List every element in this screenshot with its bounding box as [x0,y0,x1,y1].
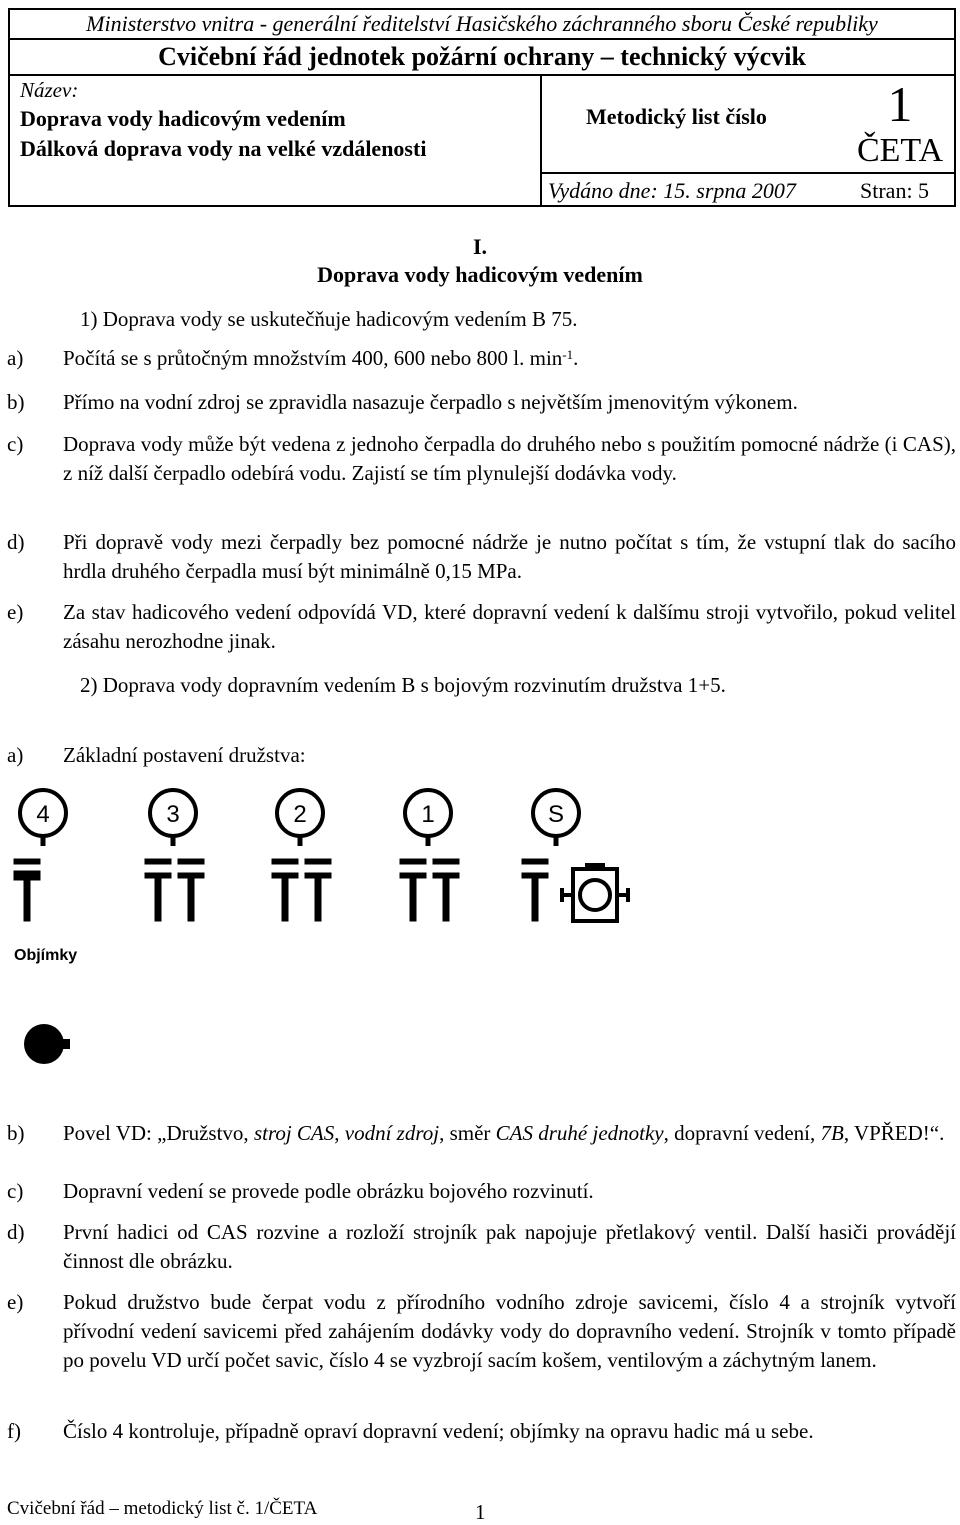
crew-marker-driver [533,790,579,846]
issue-date: Vydáno dne: 15. srpna 2007 [548,178,796,203]
svg-text:S: S [547,801,565,828]
item-text: Za stav hadicového vedení odpovídá VD, které dopravní vedení k dalšímu stroji vytvořilo, pokud velitel zásahu nerozhodne jinak. [63,600,956,653]
item-text: Pokud družstvo bude čerpat vodu z přírodního vodního zdroje savicemi, číslo 4 a strojník vytvoří přívodní vedení savicemi před zahájením dodávky vody do dopravního vedení. Strojník v tomto případě po povelu VD určí počet savic, číslo 4 se vyzbrojí sacím košem, ventilovým a záchytným lanem. [63,1290,956,1372]
item-text: Dopravní vedení se provede podle obrázku bojového rozvinutí. [63,1179,594,1203]
item-label: a) [7,743,24,767]
item-text: První hadici od CAS rozvine a rozloží strojník pak napojuje přetlakový ventil. Další hasiči provádějí činnost dle obrázku. [63,1220,956,1273]
item-label: c) [7,432,24,456]
name-line-1: Doprava vody hadicovým vedením [20,106,346,131]
pump-icon [562,865,628,921]
item-text: Počítá se s průtočným množstvím 400, 600 nebo 800 l. $\min^{-1}$. [63,346,579,370]
item-label: a) [7,346,24,370]
item-label: f) [7,1419,21,1443]
crew-marker-3 [150,790,196,846]
section-title: Doprava vody hadicovým vedením [317,262,643,287]
ministry-header: Ministerstvo vnitra - generální ředitelství Hasičského záchranného sboru České republiky [8,8,956,38]
crew-marker-4 [20,790,66,846]
item-text: Přímo na vodní zdroj se zpravidla nasazuje čerpadlo s největším jmenovitým výkonem. [63,390,798,414]
item-text: Při dopravě vody mezi čerpadly bez pomocné nádrže je nutno počítat s tím, že vstupní tlak do sacího hrdla druhého čerpadla musí být minimálně 0,15 MPa. [63,530,956,583]
section-roman: I. [472,234,488,259]
item-text: Základní postavení družstva: [63,743,306,767]
divider [540,172,954,174]
crew-marker-2 [277,790,323,846]
divider [540,74,542,207]
equipment-row [14,859,548,921]
item-label: e) [7,1290,24,1314]
item-label: c) [7,1179,24,1203]
item-label: d) [7,530,25,554]
crew-marker-1 [405,790,451,846]
item-label: d) [7,1220,25,1244]
name-line-2: Dálková doprava vody na velké vzdálenosti [20,136,427,161]
item-text: Doprava vody může být vedena z jednoho čerpadla do druhého nebo s použitím pomocné nádrže (i CAS), z níž další čerpadlo odebírá vodu. Zajistí se tím plynulejší dodávka vody. [63,432,956,485]
svg-text:3: 3 [166,801,180,828]
part2-heading: 2) Doprava vody dopravním vedením B s bojovým rozvinutím družstva 1+5. [80,673,726,697]
svg-text:1: 1 [421,801,435,828]
item-label: b) [7,390,25,414]
footer-text: Cvičební řád – metodický list č. 1/ČETA [7,1498,318,1519]
sheet-series: ČETA [856,132,944,169]
sheet-label: Metodický list číslo [586,104,767,129]
squad-position-diagram [0,780,700,1080]
document-subtitle: Cvičební řád jednotek požární ochrany – technický výcvik [10,40,954,76]
item-label: b) [7,1121,25,1145]
title-block [8,38,956,207]
item-label: e) [7,600,24,624]
legend-label: Objímky [14,947,78,964]
command-text: Povel VD: „Družstvo, stroj CAS, vodní zdroj, směr CAS druhé jednotky, dopravní vedení, 7B, VPŘED!“. [63,1121,945,1145]
svg-text:2: 2 [293,801,307,828]
part1-heading: 1) Doprava vody se uskutečňuje hadicovým vedením B 75. [80,307,578,331]
clamp-icon [24,1024,70,1064]
page-count: Stran: 5 [860,178,930,203]
svg-text:4: 4 [36,801,50,828]
sheet-number: 1 [887,76,913,132]
item-text: Číslo 4 kontroluje, případně opraví dopravní vedení; objímky na opravu hadic má u sebe. [63,1419,814,1443]
name-label: Název: [20,78,79,102]
page-number: 1 [475,1500,486,1524]
